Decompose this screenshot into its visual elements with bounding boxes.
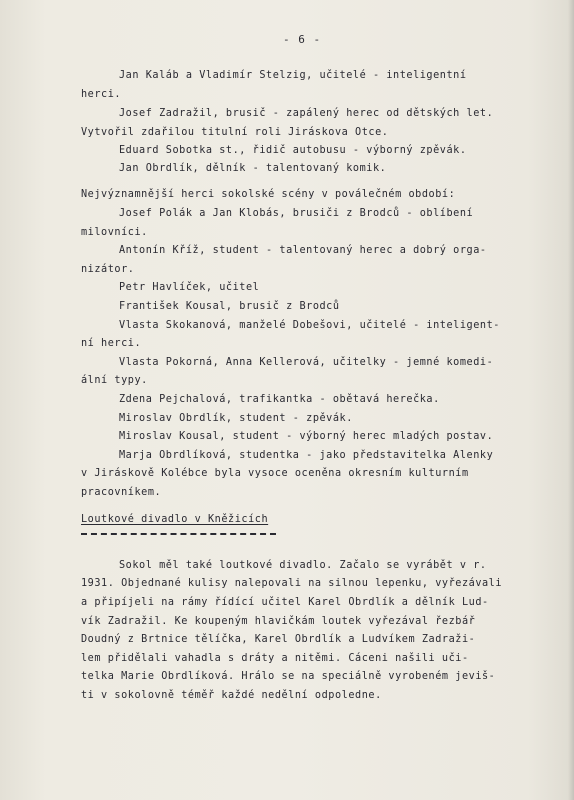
text-line: Jan Obrdlík, dělník - talentovaný komik. [119, 163, 387, 174]
text-line: a připíjeli na rámy řídící učitel Karel Obrdlík a dělník Lud- [81, 597, 489, 608]
text-line: Vlasta Skokanová, manželé Dobešovi, učitelé - inteligent- [119, 320, 500, 331]
page-edge-shadow [568, 0, 574, 800]
text-line: herci. [81, 89, 122, 100]
text-line: Antonín Kříž, student - talentovaný herec a dobrý orga- [119, 245, 487, 256]
text-line: Marja Obrdlíková, studentka - jako představitelka Alenky [119, 450, 494, 461]
text-line: ti v sokolovně téměř každé nedělní odpoledne. [81, 690, 382, 701]
section-heading: Loutkové divadlo v Kněžicích [81, 514, 269, 525]
text-line: Doudný z Brtnice tělíčka, Karel Obrdlík a Ludvíkem Zadraži- [81, 634, 476, 645]
text-line: Miroslav Kousal, student - výborný herec mladých postav. [119, 431, 494, 442]
text-line: nizátor. [81, 264, 135, 275]
text-line: vík Zadražil. Ke koupeným hlavičkám loutek vyřezával řezbář [81, 616, 476, 627]
page-number: - 6 - [283, 33, 322, 46]
text-line: telka Marie Obrdlíková. Hrálo se na speciálně vyrobeném jeviš- [81, 671, 496, 682]
text-line: Josef Polák a Jan Klobás, brusiči z Brodců - oblíbení [119, 208, 474, 219]
text-line: Vytvořil zdařilou titulní roli Jiráskova Otce. [81, 127, 389, 138]
text-line: milovníci. [81, 227, 148, 238]
text-line: ní herci. [81, 338, 142, 349]
text-line: ální typy. [81, 375, 148, 386]
text-line: pracovníkem. [81, 487, 162, 498]
text-line: lem přidělali vahadla s dráty a nitěmi. Cáceni našili uči- [81, 653, 469, 664]
text-line: Petr Havlíček, učitel [119, 282, 260, 293]
text-line: v Jiráskově Kolébce byla vysoce oceněna okresním kulturním [81, 468, 469, 479]
text-line: Zdena Pejchalová, trafikantka - obětavá herečka. [119, 394, 440, 405]
text-line: Sokol měl také loutkové divadlo. Začalo se vyrábět v r. [119, 560, 487, 571]
text-line: Jan Kaláb a Vladimír Stelzig, učitelé - inteligentní [119, 70, 467, 81]
text-line: Vlasta Pokorná, Anna Kellerová, učitelky - jemné komedi- [119, 357, 494, 368]
dashed-rule [81, 533, 276, 535]
text-line: František Kousal, brusič z Brodců [119, 301, 340, 312]
text-line: Eduard Sobotka st., řidič autobusu - výborný zpěvák. [119, 145, 467, 156]
text-line: Miroslav Obrdlík, student - zpěvák. [119, 413, 353, 424]
text-line: Nejvýznamnější herci sokolské scény v poválečném období: [81, 189, 456, 200]
text-line: 1931. Objednané kulisy nalepovali na silnou lepenku, vyřezávali [81, 578, 503, 589]
text-line: Josef Zadražil, brusič - zapálený herec od dětských let. [119, 108, 494, 119]
